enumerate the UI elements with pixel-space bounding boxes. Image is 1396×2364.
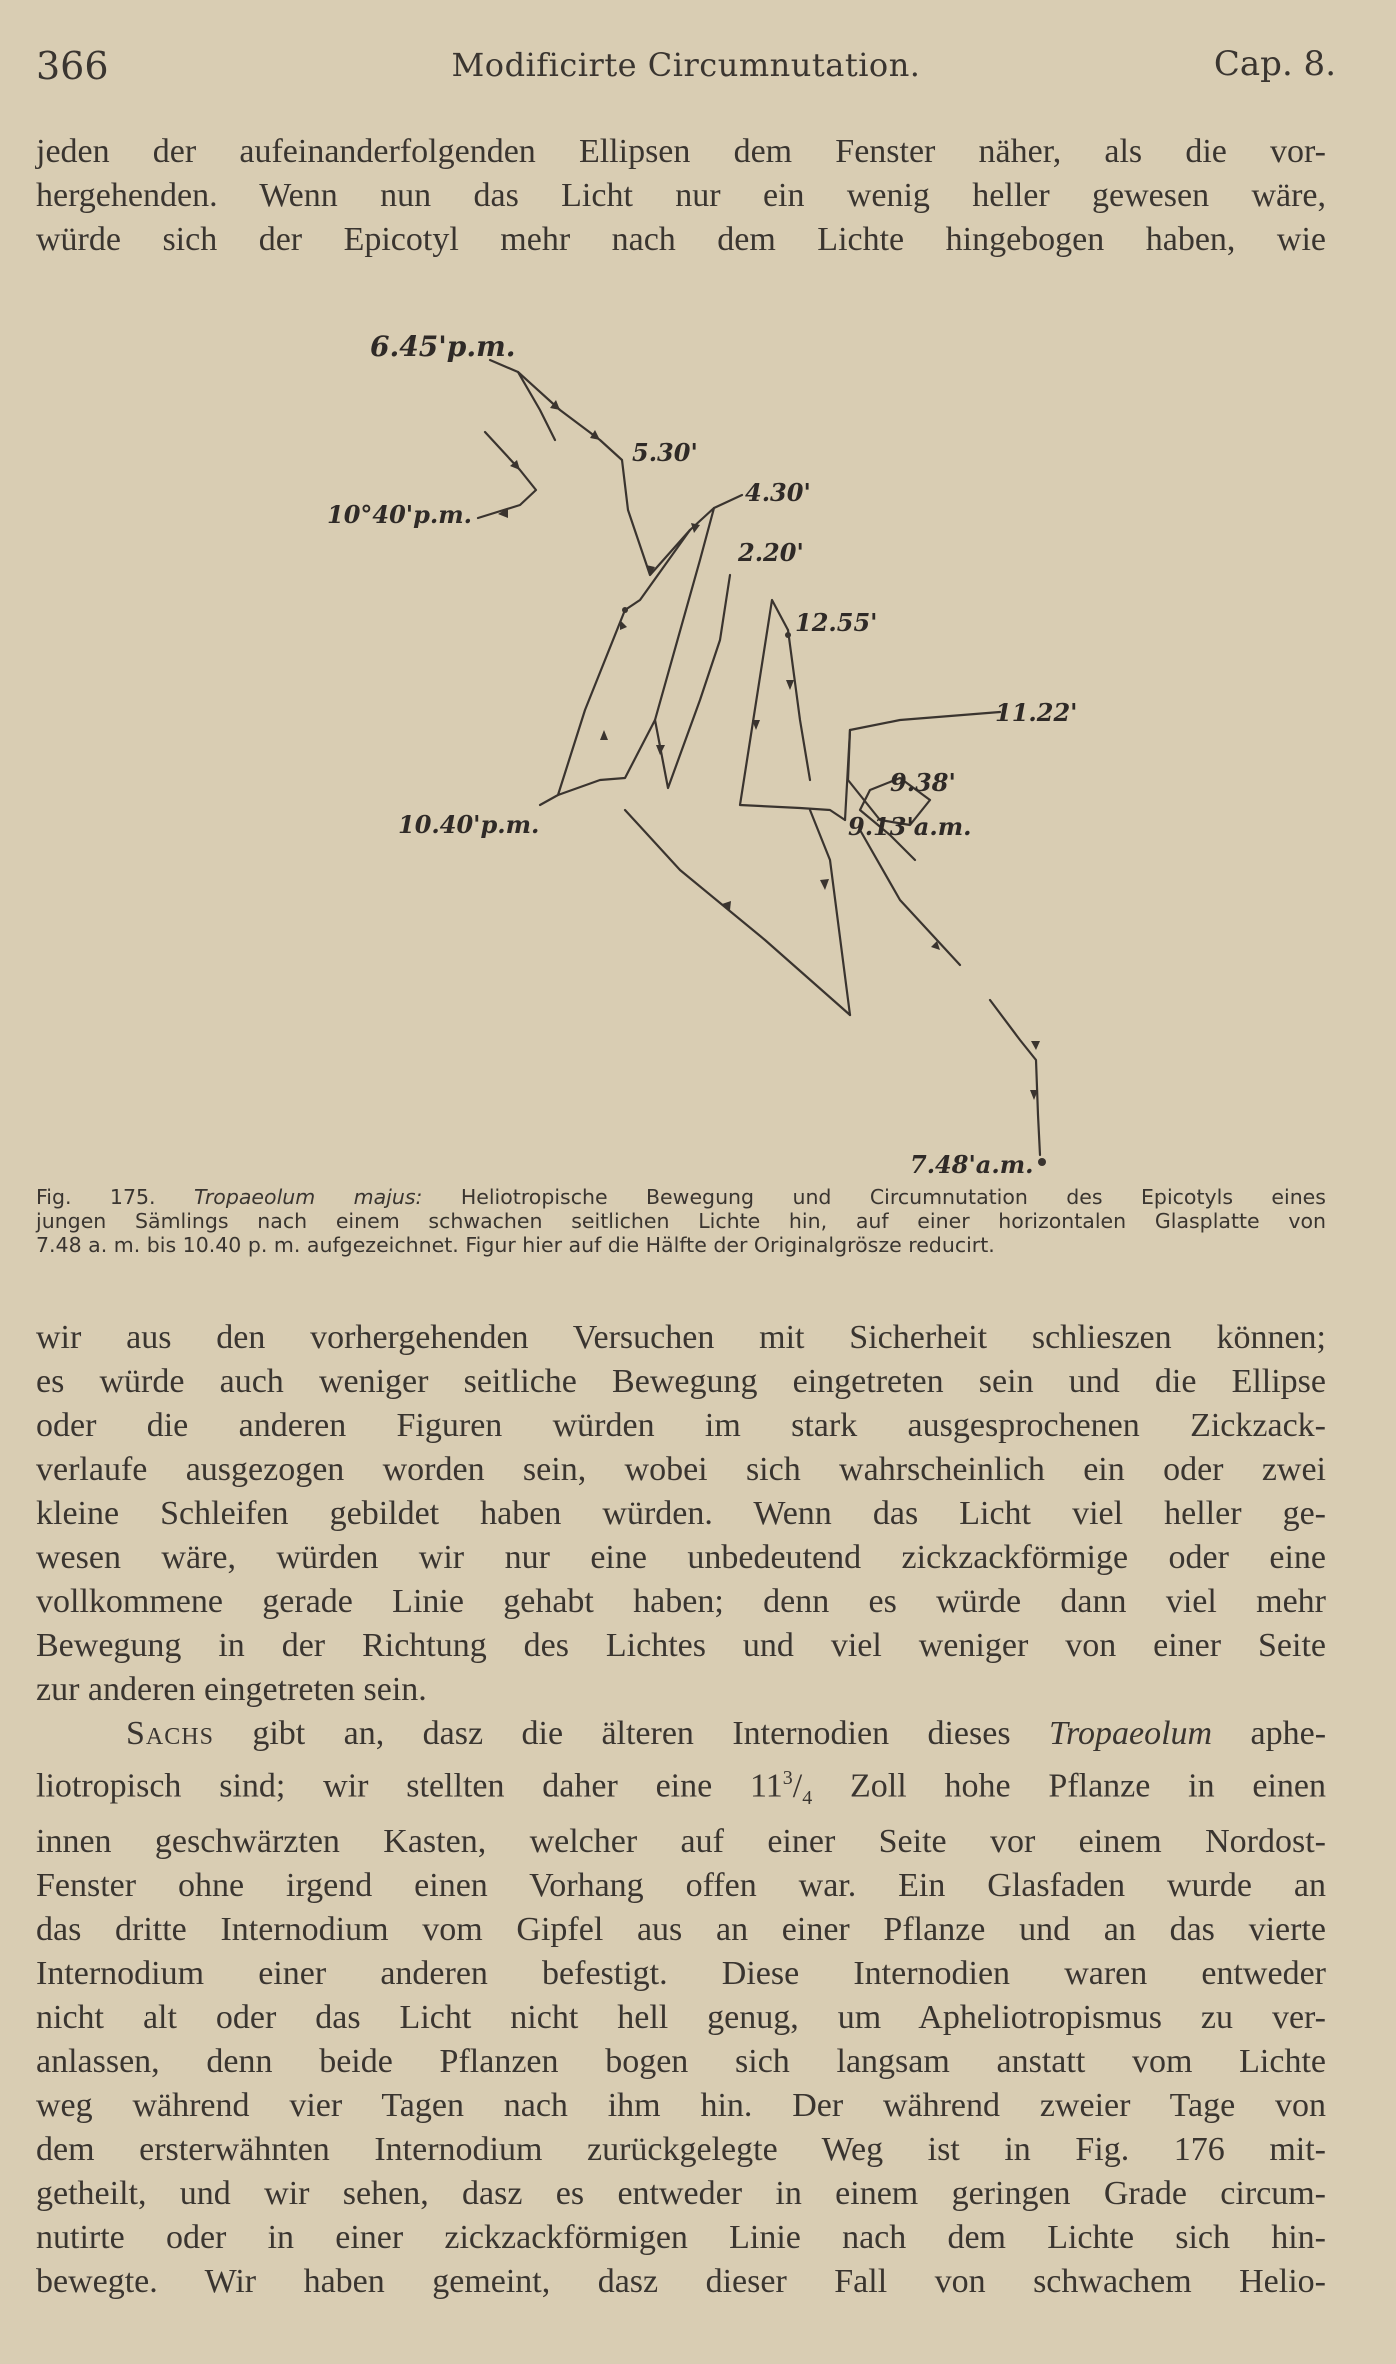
text-line: hergehenden. Wenn nun das Licht nur ein wenig heller gewesen wäre, (36, 177, 1326, 214)
text-line: bewegte. Wir haben gemeint, dasz dieser Fall von schwachem Helio- (36, 2263, 1326, 2301)
label-1255: 12.55' (795, 608, 878, 637)
top-paragraph (36, 130, 1326, 262)
text-line (36, 1712, 1326, 1756)
label-938: 9.38' (890, 768, 956, 797)
label-748am: 7.48'a.m. (910, 1150, 1034, 1179)
fraction-denominator: 4 (802, 1787, 813, 1810)
text-line: getheilt, und wir sehen, dasz es entweder in einem geringen Grade circum- (36, 2175, 1326, 2213)
text-line: innen geschwärzten Kasten, welcher auf einer Seite vor einem Nordost- (36, 1823, 1326, 1861)
text-run: Zoll hohe Pflanze in einen (850, 1767, 1327, 1805)
author-name: Sachs (126, 1715, 214, 1752)
label-1040pm-left: 10.40'p.m. (398, 810, 540, 839)
figure-number: Fig. 175. (36, 1185, 156, 1209)
text-line: vollkommene gerade Linie gehabt haben; denn es würde dann viel mehr (36, 1583, 1326, 1620)
text-line: nicht alt oder das Licht nicht hell genug, um Apheliotropismus zu ver- (36, 1999, 1326, 2037)
page-number: 366 (36, 44, 109, 88)
label-1040pm-top: 10°40'p.m. (327, 500, 473, 529)
text-line: verlaufe ausgezogen worden sein, wobei sich wahrscheinlich ein oder zwei (36, 1451, 1326, 1488)
figure-caption (36, 1185, 1326, 1257)
text-line: es würde auch weniger seitliche Bewegung eingetreten sein und die Ellipse (36, 1363, 1326, 1400)
caption-line (36, 1185, 1326, 1209)
label-1122: 11.22' (995, 698, 1078, 727)
label-220: 2.20' (738, 538, 804, 567)
text-line: anlassen, denn beide Pflanzen bogen sich langsam anstatt vom Lichte (36, 2043, 1326, 2081)
text-run: liotropisch sind; wir stellten daher eine 11 (36, 1767, 783, 1805)
figure-175-diagram (0, 300, 1396, 1200)
text-line: würde sich der Epicotyl mehr nach dem Lichte hingebogen haben, wie (36, 221, 1326, 258)
label-430: 4.30' (745, 478, 811, 507)
caption-line: jungen Sämlings nach einem schwachen seitlichen Lichte hin, auf einer horizontalen Glasplatte von (36, 1209, 1326, 1233)
running-header (36, 44, 1336, 94)
circumnutation-tracing (0, 300, 1396, 1200)
text-line: Internodium einer anderen befestigt. Diese Internodien waren entweder (36, 1955, 1326, 1993)
label-645pm: 6.45'p.m. (370, 330, 516, 363)
text-run: gibt an, dasz die älteren Internodien dieses (252, 1715, 1011, 1752)
text-line: das dritte Internodium vom Gipfel aus an einer Pflanze und an das vierte (36, 1911, 1326, 1949)
text-line: wir aus den vorhergehenden Versuchen mit Sicherheit schlieszen können; (36, 1319, 1326, 1356)
text-line: liotropisch sind; wir stellten daher eine $11^3/_4$ Zoll hohe Pflanze in einen (36, 1767, 1327, 1810)
text-line: wesen wäre, würden wir nur eine unbedeutend zickzackförmige oder eine (36, 1539, 1326, 1576)
text-line: Fenster ohne irgend einen Vorhang offen war. Ein Glasfaden wurde an (36, 1867, 1326, 1905)
text-line: oder die anderen Figuren würden im stark ausgesprochenen Zickzack- (36, 1407, 1326, 1444)
chapter-label: Cap. 8. (1213, 44, 1336, 84)
text-line: Bewegung in der Richtung des Lichtes und viel weniger von einer Seite (36, 1627, 1326, 1664)
text-line: zur anderen eingetreten sein. (36, 1671, 427, 1708)
text-line: kleine Schleifen gebildet haben würden. Wenn das Licht viel heller ge- (36, 1495, 1326, 1532)
label-530: 5.30' (632, 438, 698, 467)
body-paragraph-2 (36, 1712, 1326, 2304)
fraction-numerator: 3 (782, 1767, 793, 1789)
caption-line: 7.48 a. m. bis 10.40 p. m. aufgezeichnet. Figur hier auf die Hälfte der Originalgrösze reducirt. (36, 1233, 995, 1257)
running-title: Modificirte Circumnutation. (451, 46, 921, 84)
label-913am: 9.13'a.m. (848, 812, 972, 841)
caption-text: Heliotropische Bewegung und Circumnutation des Epicotyls eines (460, 1185, 1326, 1209)
text-line: weg während vier Tagen nach ihm hin. Der während zweier Tage von (36, 2087, 1326, 2125)
body-paragraph-1 (36, 1316, 1326, 1712)
text-line: jeden der aufeinanderfolgenden Ellipsen dem Fenster näher, als die vor- (36, 133, 1326, 170)
species-name: Tropaeolum majus: (193, 1185, 423, 1209)
text-line: nutirte oder in einer zickzackförmigen Linie nach dem Lichte sich hin- (36, 2219, 1326, 2257)
text-run: aphe- (1250, 1715, 1327, 1752)
genus-name: Tropaeolum (1049, 1715, 1213, 1752)
text-line: dem ersterwähnten Internodium zurückgelegte Weg ist in Fig. 176 mit- (36, 2131, 1326, 2169)
